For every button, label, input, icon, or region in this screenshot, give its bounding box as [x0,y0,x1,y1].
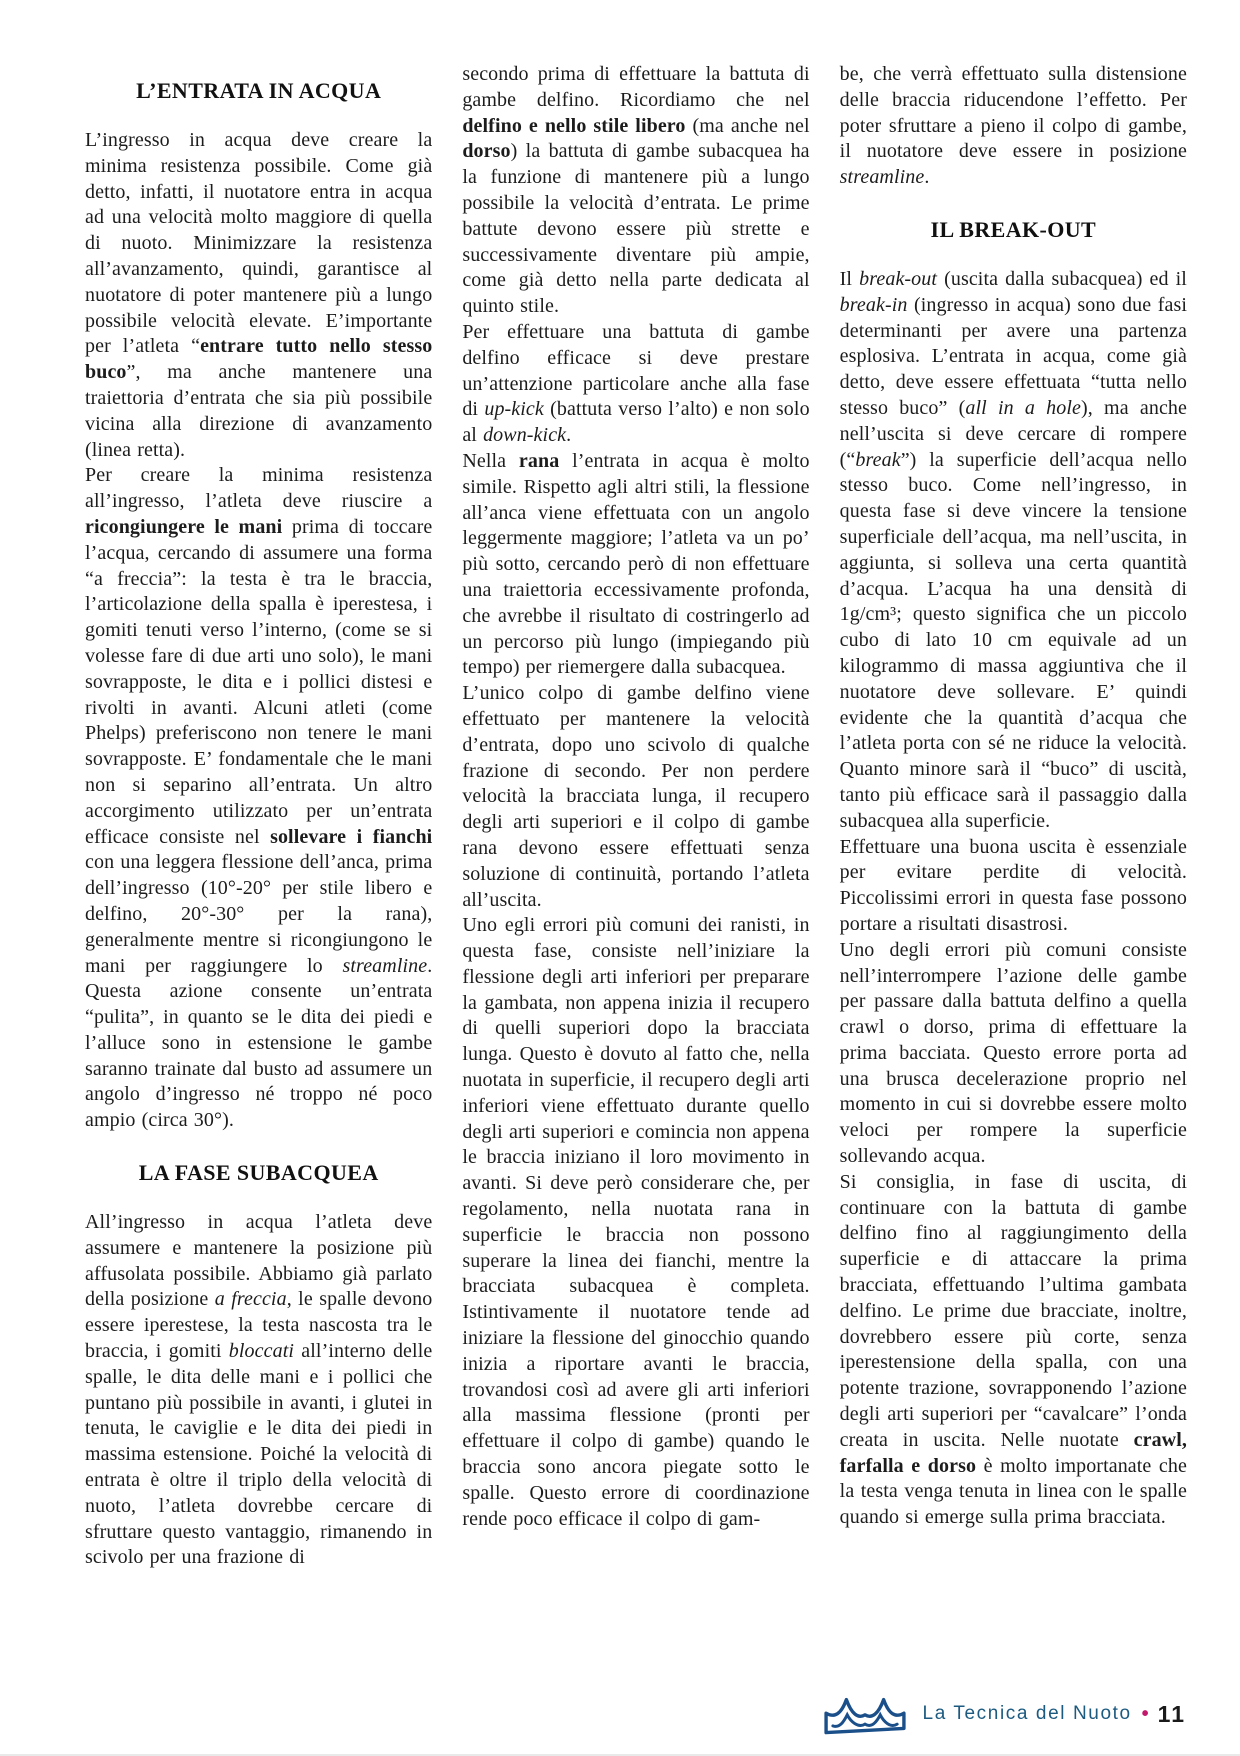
text-run: ”, ma anche mantenere una traiettoria d’entrata che sia più possibile vicina alla direzione di avanzamento (linea retta). [85,361,433,461]
section-heading: LA FASE SUBACQUEA [138,1160,379,1186]
bold-run: sollevare i fianchi [270,825,433,848]
text-run: (ingresso in acqua) sono due fasi determinanti per avere una partenza esplosiva. L’entrata in acqua, come già detto, deve essere effettuata “tutta nello stesso buco” ( [839,293,1187,419]
wave-logo-icon [821,1690,909,1738]
text-run: prima di toccare l’acqua, cercando di assumere una forma “a freccia”: la testa è tra le braccia, l’articolazione della spalla è iperestesa, i gomiti tenuti verso l’interno, (come se si volesse fare di due arti uno solo), le mani sovrapposte, le dita e i pollici distesi e rivolti in avanti. Alcuni atleti (come Phelps) preferiscono non tenere le mani sovrapposte. E’ fondamentale che le mani non si separino all’entrata. Un altro accorgimento utilizzato per un’entrata efficace consiste nel [85,515,433,848]
body-paragraph [462,62,809,320]
italic-run: a freccia [214,1288,287,1311]
body-paragraph [85,128,432,463]
text-run: ) la battuta di gambe subacquea ha la funzione di mantenere più a lungo possibile la velocità d’entrata. Le prime battute devono essere più strette e successivamente diventare più ampie, come già detto nella parte dedicata al quinto stile. [462,140,810,318]
body-paragraph [840,267,1187,835]
body-paragraph [462,320,809,449]
text-run: Per creare la minima resistenza all’ingresso, l’atleta deve riuscire a [85,464,433,513]
text-run: L’ingresso in acqua deve creare la minima resistenza possibile. Come già detto, infatti, il nuotatore entra in acqua ad una velocità molto maggiore di quella di nuoto. Minimizzare la resistenza all’avanzamento, quindi, garantisce al nuotatore di poter mantenere più a lungo possibile velocità elevate. E’importante per l’atleta “ [85,129,433,358]
italic-run: streamline [839,166,925,189]
text-run: . [566,424,572,447]
text-run: (ma anche nel [685,114,810,137]
text-run: (uscita dalla subacquea) ed il [937,267,1187,290]
text-run: , le spalle devono essere iperestese, la testa nascosta tra le braccia, i gomiti [85,1288,433,1363]
body-paragraph [840,1170,1187,1531]
bold-run: ricongiungere le mani [85,515,283,538]
column-1 [85,62,432,1571]
italic-run: break-out [859,267,938,290]
italic-run: streamline [342,954,428,977]
text-run: secondo prima di effettuare la battuta di gambe delfino. Ricordiamo che nel [462,63,810,111]
italic-run: down-kick [483,424,567,447]
column-2 [462,62,809,1571]
text-run: (battuta verso l’alto) e non solo al [462,398,810,447]
italic-run: break [855,448,901,471]
section-heading: IL BREAK-OUT [930,216,1097,242]
bold-run: rana [518,449,560,472]
body-paragraph [462,913,809,1532]
text-run: Nella [462,449,519,472]
italic-run: up-kick [484,398,544,421]
text-run: l’entrata in acqua è molto simile. Rispetto agli altri stili, la flessione all’anca viene effettuata con un angolo leggermente maggiore; l’atleta va un po’ più sotto, cercando però di non effettuare una traiettoria eccessivamente profonda, che avrebbe il risultato di costringerlo ad un percorso più lungo (impiegando più tempo) per riemergere dalla subacquea. [462,449,810,679]
body-paragraph [85,463,432,1134]
italic-run: break-in [839,293,908,316]
text-run: L’unico colpo di gambe delfino viene effettuato per mantenere la velocità d’entrata, dopo uno scivolo di qualche frazione di secondo. Per non perdere velocità la bracciata lunga, il recupero degli arti superiori e il colpo di gambe rana devono essere effettuati senza soluzione di continuità, portando l’atleta all’uscita. [462,682,810,911]
text-run: Uno degli errori più comuni consiste nell’interrompere l’azione delle gambe per passare dalla battuta delfino a quella crawl o dorso, prima di effettuare la prima bacciata. Questo errore porta ad una brusca decelerazione proprio nel momento in cui si dovrebbe essere molto veloci per rompere la superficie sollevando acqua. [839,938,1187,1168]
body-paragraph [840,835,1187,938]
text-run: be, che verrà effettuato sulla distensione delle braccia riducendone l’effetto. Per poter sfruttare a pieno il colpo di gambe, il nuotatore deve essere in posizione [839,63,1187,163]
text-run: . Questa azione consente un’entrata “pulita”, in quanto se le dita dei piedi e l’alluce sono in estensione le gambe saranno trainate dal busto ad assumere un angolo d’ingresso né troppo né poco ampio (circa 30°). [85,954,433,1132]
page-footer [821,1690,1186,1738]
body-paragraph [85,1210,432,1571]
body-paragraph [462,681,809,913]
section-heading: L’ENTRATA IN ACQUA [136,78,382,103]
journal-title: La Tecnica del Nuoto [922,1703,1132,1724]
column-3 [840,62,1187,1571]
text-run: Effettuare una buona uscita è essenziale per evitare perdite di velocità. Piccolissimi errori in questa fase possono portare a risultati disastrosi. [839,835,1187,935]
footer-bullet: • [1141,1702,1149,1725]
italic-run: bloccati [228,1340,295,1363]
body-paragraph [840,62,1187,191]
bold-run: dorso [462,140,511,163]
text-run: all’interno delle spalle, le dita delle mani e i pollici che puntano più possibile in avanti, i glutei in tenuta, le caviglie e le dita dei piedi in massima estensione. Poiché la velocità di entrata è oltre il triplo della velocità di nuoto, l’atleta dovrebbe cercare di sfruttare questo vantaggio, rimanendo in scivolo per una frazione di [85,1340,433,1569]
bold-run: delfino e nello stile libero [462,114,686,137]
bold-run: crawl, farfalla e dorso [839,1428,1187,1477]
text-run: Si consiglia, in fase di uscita, di continuare con la battuta di gambe delfino fino al raggiungimento della superficie e di attaccare la prima bracciata, effettuando l’ultima gambata delfino. Le prime due bracciate, inoltre, dovrebbero essere più corte, senza iperestensione della spalla, con una potente trazione, sovrapponendo l’azione degli arti superiori per “cavalcare” l’onda creata in uscita. Nelle nuotate [839,1170,1187,1451]
body-paragraph [462,449,809,681]
text-run: è molto importanate che la testa venga tenuta in linea con le spalle quando si emerge sulla prima bracciata. [839,1454,1187,1529]
text-run: con una leggera flessione dell’anca, prima dell’ingresso (10°-20° per stile libero e delfino, 20°-30° per la rana), generalmente mentre si ricongiungono le mani per raggiungere lo [85,851,433,977]
bold-run: entrare tutto nello stesso buco [85,335,433,384]
body-paragraph [840,938,1187,1170]
text-run: All’ingresso in acqua l’atleta deve assumere e mantenere la posizione più affusolata possibile. Abbiamo già parlato della posizione [85,1211,433,1311]
italic-run: all in a hole [965,396,1082,419]
text-run: ”) la superficie dell’acqua nello stesso buco. Come nell’ingresso, in questa fase si deve vincere la tensione superficiale dell’acqua, ma nell’uscita, in aggiunta, si solleva una certa quantità d’acqua. L’acqua ha una densità di 1g/cm³; questo significa che un piccolo cubo di lato 10 cm equivale ad un kilogrammo di massa aggiuntiva che il nuotatore deve sollevare. E’ quindi evidente che la quantità d’acqua che l’atleta porta con sé ne riduce la velocità. Quanto minore sarà il “buco” di uscità, tanto più efficace sarà il passaggio dalla subacquea alla superficie. [839,448,1187,832]
page-number: 11 [1157,1700,1186,1727]
text-run: ), ma anche nell’uscita si deve cercare di rompere (“ [839,396,1187,471]
three-column-text-layout [85,62,1187,1571]
text-run: Uno egli errori più comuni dei ranisti, in questa fase, consiste nell’iniziare la flessione degli arti inferiori per preparare la gambata, non appena inizia il recupero di quelli superiori dopo la bracciata lunga. Questo è dovuto al fatto che, nella nuotata in superficie, il recupero degli arti inferiori viene effettuato durante quello degli arti superiori e comincia non appena le braccia iniziano il loro movimento in avanti. Si deve però considerare che, per regolamento, nella nuotata rana in superficie le braccia non possono superare la linea dei fianchi, mentre la bracciata subacquea è completa. Istintivamente il nuotatore tende ad iniziare la flessione del ginocchio quando inizia a riportare avanti le braccia, trovandosi così ad avere gli arti inferiori alla massima flessione (pronti per effettuare il colpo di gambe) quando le braccia sono ancora piegate sotto le spalle. Questo errore di coordinazione rende poco efficace il colpo di gam- [462,914,810,1530]
text-run: Il [839,267,860,290]
text-run: Per effettuare una battuta di gambe delfino efficace si deve prestare un’attenzione particolare anche alla fase di [462,320,810,421]
text-run: . [924,166,930,189]
